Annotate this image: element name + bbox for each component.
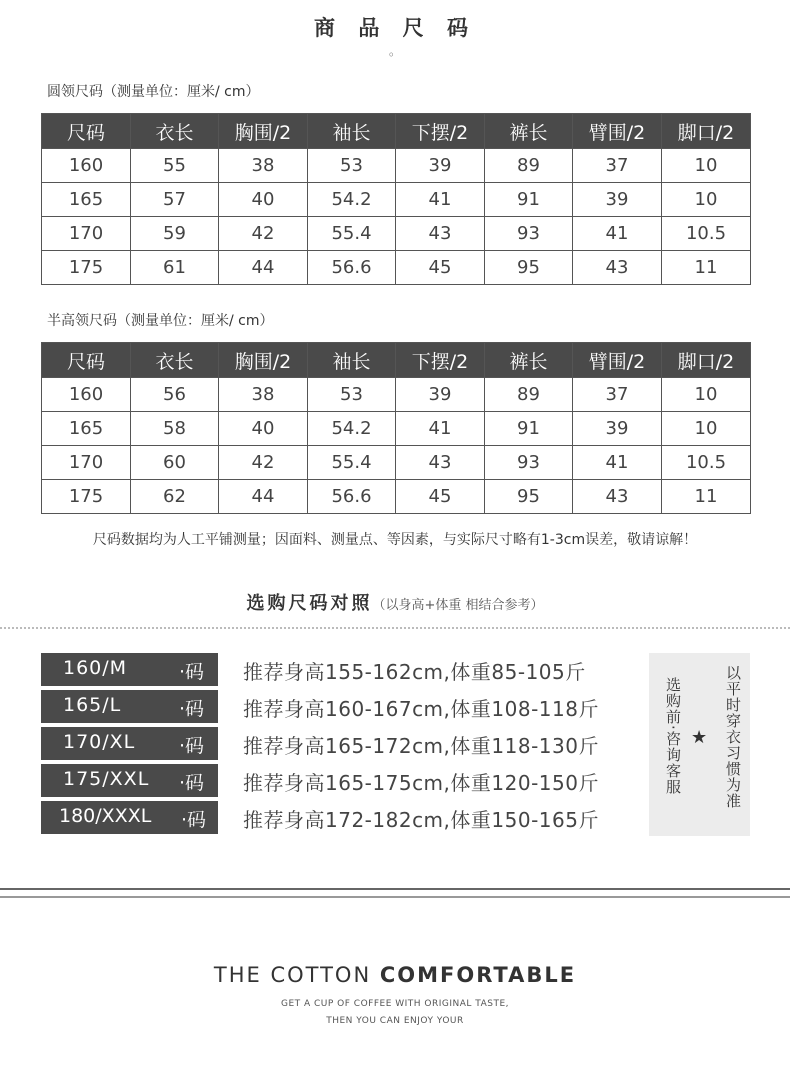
size-badge <box>41 801 218 834</box>
table-cell: 37 <box>573 149 662 183</box>
table-row <box>42 217 751 251</box>
header-cell: 裤长 <box>485 114 573 149</box>
reference-heading-subtitle: （以身高+体重 相结合参考） <box>372 598 544 613</box>
table-cell: 62 <box>131 480 219 514</box>
table-cell: 56.6 <box>308 251 396 285</box>
table-cell: 170 <box>42 217 131 251</box>
header-cell: 脚口/2 <box>662 343 751 378</box>
header-cell: 下摆/2 <box>396 343 485 378</box>
table-cell: 160 <box>42 149 131 183</box>
size-badge <box>41 653 218 686</box>
table-cell: 91 <box>485 183 573 217</box>
table-caption-half-high-neck: 半高领尺码（测量单位：厘米/ cm） <box>47 313 274 329</box>
header-cell: 脚口/2 <box>662 114 751 149</box>
table-cell: 57 <box>131 183 219 217</box>
table-cell: 170 <box>42 446 131 480</box>
header-cell: 袖长 <box>308 114 396 149</box>
table-cell: 11 <box>662 251 751 285</box>
table-cell: 10.5 <box>662 446 751 480</box>
table-cell: 165 <box>42 183 131 217</box>
measurement-note: 尺码数据均为人工平铺测量；因面料、测量点、等因素，与实际尺寸略有1-3cm误差，敬请谅解！ <box>92 532 698 548</box>
table-cell: 93 <box>485 446 573 480</box>
table-cell: 41 <box>396 183 485 217</box>
header-cell: 袖长 <box>308 343 396 378</box>
size-label: 160/M <box>63 657 128 679</box>
table-cell: 45 <box>396 251 485 285</box>
reference-row <box>41 801 641 834</box>
table-cell: 165 <box>42 412 131 446</box>
size-code: ·码 <box>178 772 204 794</box>
size-table-half-high-neck <box>41 342 751 514</box>
size-code: ·码 <box>180 809 206 831</box>
table-cell: 43 <box>396 217 485 251</box>
habit-note: 以平时穿衣习惯为准 <box>724 665 742 809</box>
table-cell: 56 <box>131 378 219 412</box>
size-code: ·码 <box>178 661 204 683</box>
table-cell: 55.4 <box>308 446 396 480</box>
table-row <box>42 183 751 217</box>
table-cell: 10 <box>662 149 751 183</box>
header-cell: 尺码 <box>42 114 131 149</box>
table-cell: 41 <box>573 446 662 480</box>
table-row <box>42 480 751 514</box>
size-recommendation: 推荐身高155-162cm,体重85-105斤 <box>243 660 586 684</box>
table-cell: 44 <box>219 251 308 285</box>
size-label: 180/XXXL <box>59 805 152 827</box>
table-row <box>42 378 751 412</box>
title-dot: 。 <box>388 44 401 58</box>
table-cell: 54.2 <box>308 412 396 446</box>
table-cell: 59 <box>131 217 219 251</box>
table-row <box>42 446 751 480</box>
size-code: ·码 <box>178 735 204 757</box>
table-cell: 40 <box>219 412 308 446</box>
table-cell: 56.6 <box>308 480 396 514</box>
header-cell: 胸围/2 <box>219 114 308 149</box>
table-cell: 11 <box>662 480 751 514</box>
divider-line <box>0 888 790 890</box>
table-cell: 40 <box>219 183 308 217</box>
customer-service-box <box>649 653 750 836</box>
table-cell: 55.4 <box>308 217 396 251</box>
divider-line <box>0 896 790 898</box>
tagline-line-1: GET A CUP OF COFFEE WITH ORIGINAL TASTE, <box>280 999 510 1009</box>
size-label: 165/L <box>63 694 122 716</box>
table-cell: 39 <box>573 183 662 217</box>
table-cell: 58 <box>131 412 219 446</box>
table-cell: 41 <box>396 412 485 446</box>
table-cell: 89 <box>485 378 573 412</box>
reference-heading-title: 选购尺码对照 <box>246 593 373 614</box>
table-cell: 61 <box>131 251 219 285</box>
header-cell: 尺码 <box>42 343 131 378</box>
table-caption-round-neck: 圆领尺码（测量单位：厘米/ cm） <box>47 84 260 100</box>
table-cell: 53 <box>308 378 396 412</box>
table-cell: 43 <box>573 251 662 285</box>
size-code: ·码 <box>178 698 204 720</box>
header-cell: 胸围/2 <box>219 343 308 378</box>
table-cell: 95 <box>485 480 573 514</box>
table-cell: 10.5 <box>662 217 751 251</box>
header-cell: 裤长 <box>485 343 573 378</box>
size-label: 170/XL <box>63 731 136 753</box>
table-cell: 160 <box>42 378 131 412</box>
size-label: 175/XXL <box>63 768 150 790</box>
table-cell: 10 <box>662 412 751 446</box>
table-row <box>42 149 751 183</box>
header-cell: 臂围/2 <box>573 114 662 149</box>
table-row <box>42 412 751 446</box>
reference-row <box>41 653 641 686</box>
table-cell: 93 <box>485 217 573 251</box>
table-header-row <box>42 114 751 149</box>
reference-row <box>41 764 641 797</box>
table-cell: 43 <box>573 480 662 514</box>
table-cell: 42 <box>219 217 308 251</box>
table-cell: 41 <box>573 217 662 251</box>
dotted-divider <box>0 627 790 629</box>
brand-slogan-light: THE COTTON <box>213 963 380 987</box>
reference-row <box>41 727 641 760</box>
size-table-round-neck <box>41 113 751 285</box>
table-cell: 42 <box>219 446 308 480</box>
table-cell: 91 <box>485 412 573 446</box>
table-cell: 54.2 <box>308 183 396 217</box>
header-cell: 臂围/2 <box>573 343 662 378</box>
table-cell: 10 <box>662 378 751 412</box>
tagline-line-2: THEN YOU CAN ENJOY YOUR <box>326 1016 464 1026</box>
star-icon: ★ <box>691 727 708 748</box>
page-title: 商 品 尺 码 <box>314 16 476 40</box>
table-cell: 10 <box>662 183 751 217</box>
table-cell: 39 <box>396 149 485 183</box>
table-cell: 38 <box>219 149 308 183</box>
size-recommendation: 推荐身高160-167cm,体重108-118斤 <box>243 697 599 721</box>
header-cell: 衣长 <box>131 343 219 378</box>
table-cell: 60 <box>131 446 219 480</box>
table-cell: 39 <box>396 378 485 412</box>
table-cell: 38 <box>219 378 308 412</box>
table-cell: 37 <box>573 378 662 412</box>
header-cell: 衣长 <box>131 114 219 149</box>
table-cell: 95 <box>485 251 573 285</box>
table-cell: 43 <box>396 446 485 480</box>
table-cell: 175 <box>42 251 131 285</box>
table-cell: 53 <box>308 149 396 183</box>
table-cell: 55 <box>131 149 219 183</box>
table-cell: 44 <box>219 480 308 514</box>
table-cell: 175 <box>42 480 131 514</box>
brand-slogan <box>0 963 790 987</box>
size-recommendation: 推荐身高165-172cm,体重118-130斤 <box>243 734 599 758</box>
brand-slogan-bold: COMFORTABLE <box>379 963 577 987</box>
size-badge <box>41 727 218 760</box>
size-recommendation: 推荐身高165-175cm,体重120-150斤 <box>243 771 599 795</box>
size-badge <box>41 764 218 797</box>
size-recommendation: 推荐身高172-182cm,体重150-165斤 <box>243 808 599 832</box>
table-header-row <box>42 343 751 378</box>
header-cell: 下摆/2 <box>396 114 485 149</box>
reference-heading <box>0 589 790 615</box>
consult-note: 选购前·咨询客服 <box>664 677 682 795</box>
table-cell: 89 <box>485 149 573 183</box>
table-cell: 45 <box>396 480 485 514</box>
table-row <box>42 251 751 285</box>
size-badge <box>41 690 218 723</box>
reference-row <box>41 690 641 723</box>
table-cell: 39 <box>573 412 662 446</box>
